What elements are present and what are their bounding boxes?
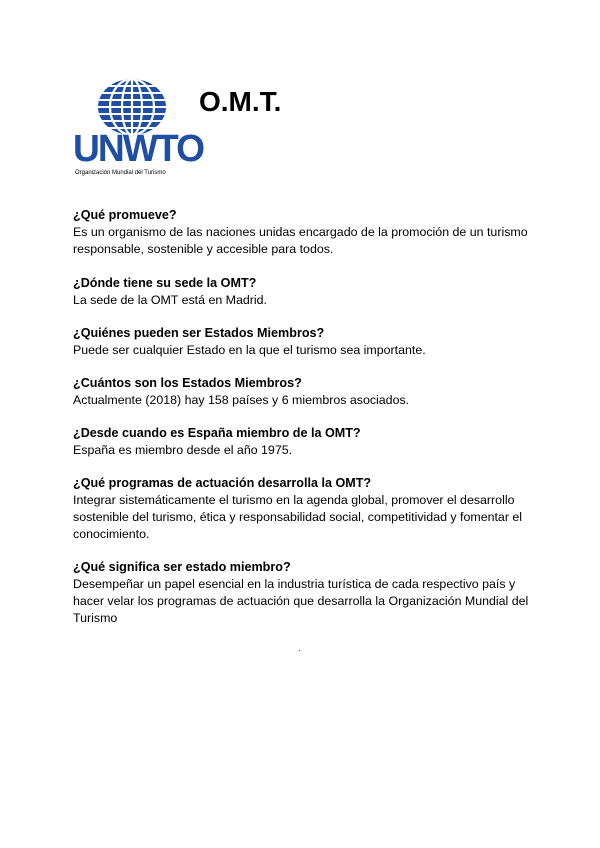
faq-question: ¿Qué significa ser estado miembro? <box>73 560 291 574</box>
page-mark <box>299 650 300 651</box>
faq-answer: Actualmente (2018) hay 158 países y 6 miembros asociados. <box>73 393 410 407</box>
faq-list <box>73 207 543 627</box>
faq-question: ¿Qué programas de actuación desarrolla la OMT? <box>73 476 372 490</box>
document-title: O.M.T. <box>199 86 282 117</box>
faq-question: ¿Desde cuando es España miembro de la OMT? <box>73 426 361 440</box>
faq-answer: Es un organismo de las naciones unidas encargado de la promoción de un turismo responsable, sostenible y accesible para todos. <box>73 225 528 256</box>
faq-item <box>73 425 543 459</box>
faq-question: ¿Dónde tiene su sede la OMT? <box>73 276 257 290</box>
faq-answer: España es miembro desde el año 1975. <box>73 443 293 457</box>
faq-answer: Integrar sistemáticamente el turismo en la agenda global, promover el desarrollo sostenible del turismo, ética y responsabilidad social, competitividad y fomentar el conocimiento. <box>73 493 523 541</box>
logo-subtitle: Organización Mundial del Turismo <box>75 170 166 176</box>
faq-answer: Puede ser cualquier Estado en la que el turismo sea importante. <box>73 343 426 357</box>
faq-question: ¿Cuántos son los Estados Miembros? <box>73 376 302 390</box>
faq-answer: La sede de la OMT está en Madrid. <box>73 293 267 307</box>
faq-question: ¿Qué promueve? <box>73 208 177 222</box>
faq-item <box>73 207 543 258</box>
faq-item <box>73 475 543 543</box>
faq-question: ¿Quiénes pueden ser Estados Miembros? <box>73 326 325 340</box>
faq-item <box>73 375 543 409</box>
logo-wordmark: UNWTO <box>73 128 204 170</box>
unwto-logo <box>73 78 204 178</box>
faq-answer: Desempeñar un papel esencial en la industria turística de cada respectivo país y hacer velar los programas de actuación que desarrolla la Organización Mundial del Turismo <box>73 577 529 625</box>
faq-item <box>73 559 543 627</box>
faq-item <box>73 325 543 359</box>
faq-item <box>73 275 543 309</box>
